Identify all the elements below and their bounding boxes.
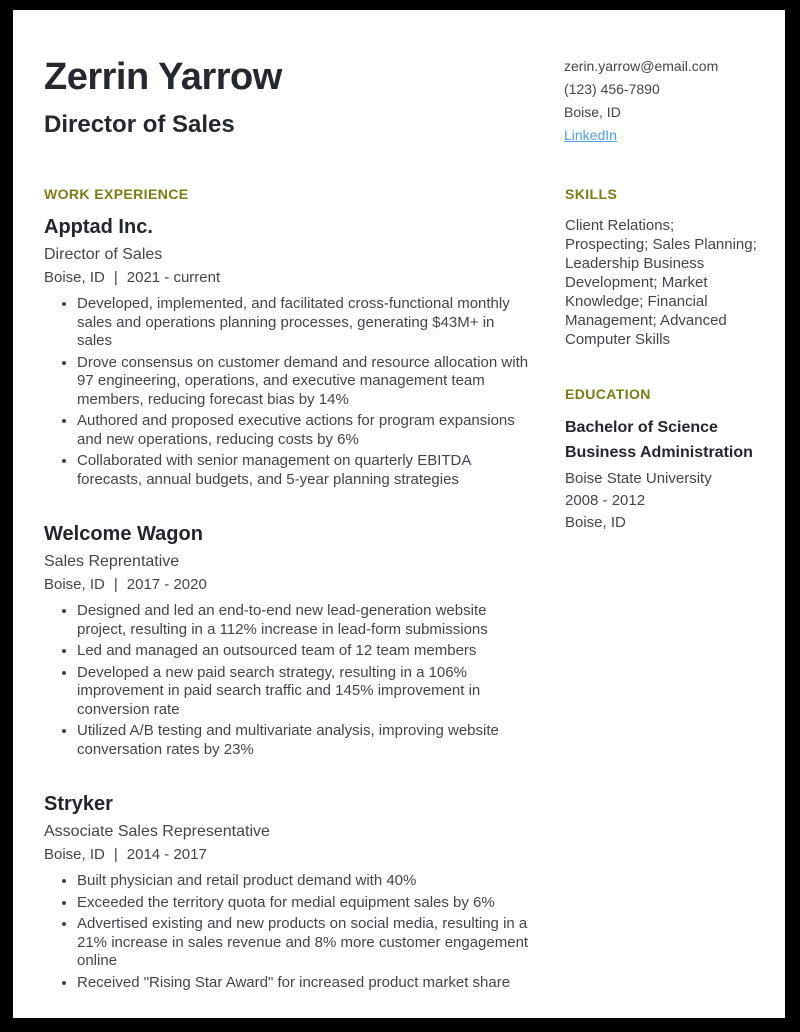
job-bullet: • Built physician and retail product demand with 40% [77, 872, 533, 891]
work-experience-column [44, 187, 533, 1018]
skills-section [565, 187, 760, 349]
job-bullet: • Drove consensus on customer demand and resource allocation with 97 engineering, operations, and executive management team members, reducing forecast bias by 14% [77, 354, 533, 410]
job-bullet: • Utilized A/B testing and multivariate analysis, improving website conversation rates by 23% [77, 722, 533, 759]
job-dates: 2017 - 2020 [126, 576, 207, 593]
job-location: Boise, ID [44, 269, 105, 286]
job-dates: 2021 - current [126, 269, 221, 286]
job-entry [44, 523, 533, 759]
job-dates: 2014 - 2017 [126, 846, 207, 863]
job-bullet: • Developed, implemented, and facilitated cross-functional monthly sales and operations planning processes, generating $43M+ in sales [77, 295, 533, 351]
job-role: Associate Sales Representative [44, 823, 270, 840]
job-role: Director of Sales [44, 246, 163, 263]
job-location: Boise, ID [44, 576, 105, 593]
education-location: Boise, ID [565, 514, 626, 531]
resume-columns [44, 187, 760, 1018]
job-bullet: • Received "Rising Star Award" for increased product market share [77, 974, 533, 993]
contact-block [564, 55, 760, 147]
linkedin-link[interactable]: LinkedIn [564, 127, 617, 143]
sidebar-column [565, 187, 760, 1018]
job-bullet-list [44, 872, 533, 992]
identity-block [44, 55, 282, 147]
job-location-dates [44, 576, 533, 594]
job-bullet: • Advertised existing and new products on social media, resulting in a 21% increase in sales revenue and 8% more customer engagement online [77, 915, 533, 971]
contact-location: Boise, ID [564, 104, 621, 120]
job-bullet-list [44, 295, 533, 489]
company-name: Stryker [44, 793, 113, 815]
education-dates: 2008 - 2012 [565, 492, 646, 509]
company-name: Welcome Wagon [44, 523, 203, 545]
job-location-dates [44, 846, 533, 864]
education-section [565, 387, 760, 534]
job-bullet: • Developed a new paid search strategy, resulting in a 106% improvement in paid search traffic and 145% improvement in conversion rate [77, 664, 533, 720]
job-role: Sales Reprentative [44, 553, 180, 570]
resume-header [44, 55, 760, 147]
job-bullet: • Designed and led an end-to-end new lead-generation website project, resulting in a 112% increase in lead-form submissions [77, 602, 533, 639]
job-location: Boise, ID [44, 846, 105, 863]
job-bullet: • Led and managed an outsourced team of 12 team members [77, 642, 533, 661]
work-experience-heading: WORK EXPERIENCE [44, 186, 189, 202]
candidate-title: Director of Sales [44, 111, 235, 138]
job-bullet: • Exceeded the territory quota for medial equipment sales by 6% [77, 894, 533, 913]
education-heading: EDUCATION [565, 386, 651, 402]
contact-phone: (123) 456-7890 [564, 81, 660, 97]
job-bullet: • Collaborated with senior management on quarterly EBITDA forecasts, annual budgets, and 5-year planning strategies [77, 452, 533, 489]
resume-page [13, 10, 785, 1018]
skills-line: Leadership Business Development; Market Knowledge; Financial Management; Advanced Computer Skills [565, 255, 727, 348]
job-bullet: • Authored and proposed executive actions for program expansions and new operations, reducing costs by 6% [77, 412, 533, 449]
job-entry [44, 216, 533, 489]
company-name: Apptad Inc. [44, 216, 153, 238]
meta-separator: | [113, 576, 118, 593]
meta-separator: | [113, 269, 118, 286]
skills-text [565, 216, 760, 349]
meta-separator: | [113, 846, 118, 863]
education-school: Boise State University [565, 470, 712, 487]
job-entry [44, 793, 533, 992]
contact-linkedin-row [564, 124, 760, 146]
contact-email: zerin.yarrow@email.com [564, 58, 719, 74]
education-major: Business Administration [565, 444, 753, 461]
job-location-dates [44, 269, 533, 287]
job-bullet-list [44, 602, 533, 759]
candidate-name: Zerrin Yarrow [44, 56, 282, 98]
education-degree: Bachelor of Science [565, 419, 718, 436]
skills-heading: SKILLS [565, 186, 618, 202]
skills-line: Client Relations; Prospecting; Sales Planning; [565, 217, 757, 253]
